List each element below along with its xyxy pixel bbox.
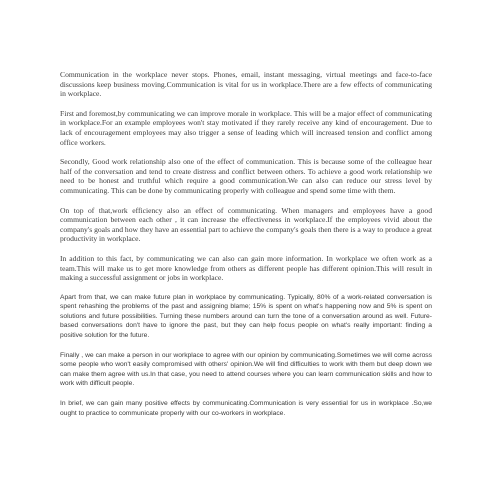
- paragraph-future-plan: Apart from that, we can make future plan in workplace by communicating. Typically, 80% of a work-related conversation is spent rehashing the problems of the past and assigning blame; 15% is spent on what's happening now and 5% is spent on solutions and future possibilities. Turning these numbers around can turn the tone of a conversation around as well. Future-based conversations don't have to ignore the past, but they can help focus people on what's really important: finding a positive solution for the future.: [60, 293, 432, 340]
- paragraph-morale: First and foremost,by communicating we can improve morale in workplace. This will be a major effect of communicating in workplace.For an example employees won't stay motivated if they rarely receive any kind of encouragement. Due to lack of encouragement employees may also trigger a sense of leading which will increased tension and conflict among office workers.: [60, 108, 432, 147]
- paragraph-relationship: Secondly, Good work relationship also one of the effect of communication. This is because some of the colleague hear half of the conversation and tend to create distress and conflict between others. To achieve a good work relationship we need to be honest and truthful which require a good communication.We can also can reduce our stress level by communicating. This can be done by communicating properly with colleague and spend some time with them.: [60, 157, 432, 195]
- paragraph-intro: Communication in the workplace never stops. Phones, email, instant messaging, virtual meetings and face-to-face discussions keep business moving.Communication is vital for us in workplace.There are a few effects of communicating in workplace.: [60, 70, 432, 99]
- document-body: [60, 70, 432, 428]
- paragraph-conclusion: In brief, we can gain many positive effects by communicating.Communication is very essential for us in workplace .So,we ought to practice to communicate properly with our co-workers in workplace.: [60, 400, 432, 417]
- paragraph-information: In addition to this fact, by communicating we can also can gain more information. In workplace we often work as a team.This will make us to get more knowledge from others as different people has different opinion.This will result in making a successful assignment or jobs in workplace.: [60, 253, 432, 283]
- paragraph-agreement: Finally , we can make a person in our workplace to agree with our opinion by communicating.Sometimes we will come across some people who won't easily compromised with others' opinion.We will find difficulties to work with them but deep down we can make them agree with us.In that case, you need to attend courses where you can learn communication skills and how to work with difficult people.: [60, 351, 432, 388]
- paragraph-efficiency: On top of that,work efficiency also an effect of communicating. When managers and employees have a good communication between each other , it can increase the effectiveness in workplace.If the employees vivid about the company's goals and how they have an essential part to achieve the company's goals then there is a way to produce a great productivity in workplace.: [60, 205, 432, 244]
